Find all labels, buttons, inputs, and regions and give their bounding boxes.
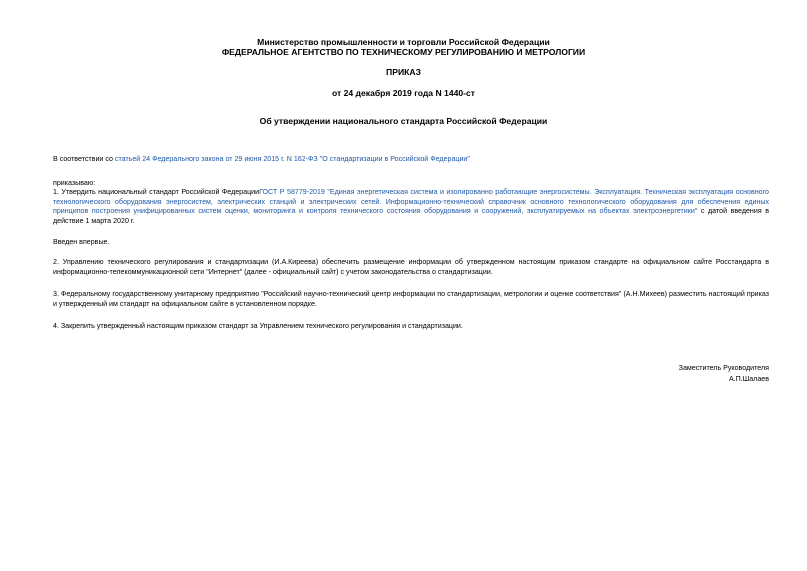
order-item-2: 2. Управлению технического регулирования и стандартизации (И.А.Киреева) обеспечить размещение информации об утвержденном настоящим приказом стандарте на официальном сайте Росстандарта в информационно-телекоммуникационной сети "Интернет" (далее - официальный сайт) с учетом законодательства о стандартизации. — [53, 258, 769, 276]
order-word: приказываю: — [53, 179, 96, 187]
legal-basis-paragraph — [53, 155, 769, 165]
signatory-name: А.П.Шалаев — [728, 375, 769, 383]
legal-basis-prefix: В соответствии со — [53, 155, 115, 163]
order-item-3: 3. Федеральному государственному унитарному предприятию "Российский научно-технический центр информации по стандартизации, метрологии и оценке соответствия" (А.Н.Михеев) разместить настоящий приказ и утвержденный им стандарт на официальном сайте в установленном порядке. — [53, 290, 769, 308]
gost-standard-link[interactable]: ГОСТ Р 58779-2019 "Единая энергетическая система и изолированно работающие энергосистемы. Эксплуатация. Техническая эксплуатация основного технологического оборудования энергосистем, электрических станций и электрических сетей. Информационно-технический справочник основного технологического оборудования для обеспечения единых принципов построения унифицированных систем оценки, мониторинга и контроля технического состояния оборудования и сооружений, эксплуатируемых на объектах электроэнергетики" — [53, 188, 769, 216]
ministry-name: Министерство промышленности и торговли Российской Федерации — [257, 37, 550, 47]
order-item-4: 4. Закрепить утвержденный настоящим приказом стандарт за Управлением технического регулирования и стандартизации. — [53, 322, 463, 330]
introduced-first-note: Введен впервые. — [53, 238, 110, 246]
order-date: от 24 декабря 2019 года N 1440-ст — [331, 88, 476, 98]
order-item-1-prefix: 1. Утвердить национальный стандарт Российской Федерации — [53, 188, 260, 196]
order-subject: Об утверждении национального стандарта Российской Федерации — [259, 116, 548, 126]
order-title: ПРИКАЗ — [386, 67, 421, 77]
signatory-position: Заместитель Руководителя — [678, 364, 769, 372]
order-item-1-suffix: с датой введения в действие 1 марта 2020 г. — [53, 207, 770, 225]
order-item-1 — [53, 188, 769, 226]
federal-law-link[interactable]: статьей 24 Федерального закона от 29 июня 2015 г. N 162-ФЗ "О стандартизации в Российской Федерации" — [114, 155, 470, 163]
agency-name: ФЕДЕРАЛЬНОЕ АГЕНТСТВО ПО ТЕХНИЧЕСКОМУ РЕГУЛИРОВАНИЮ И МЕТРОЛОГИИ — [221, 47, 586, 57]
